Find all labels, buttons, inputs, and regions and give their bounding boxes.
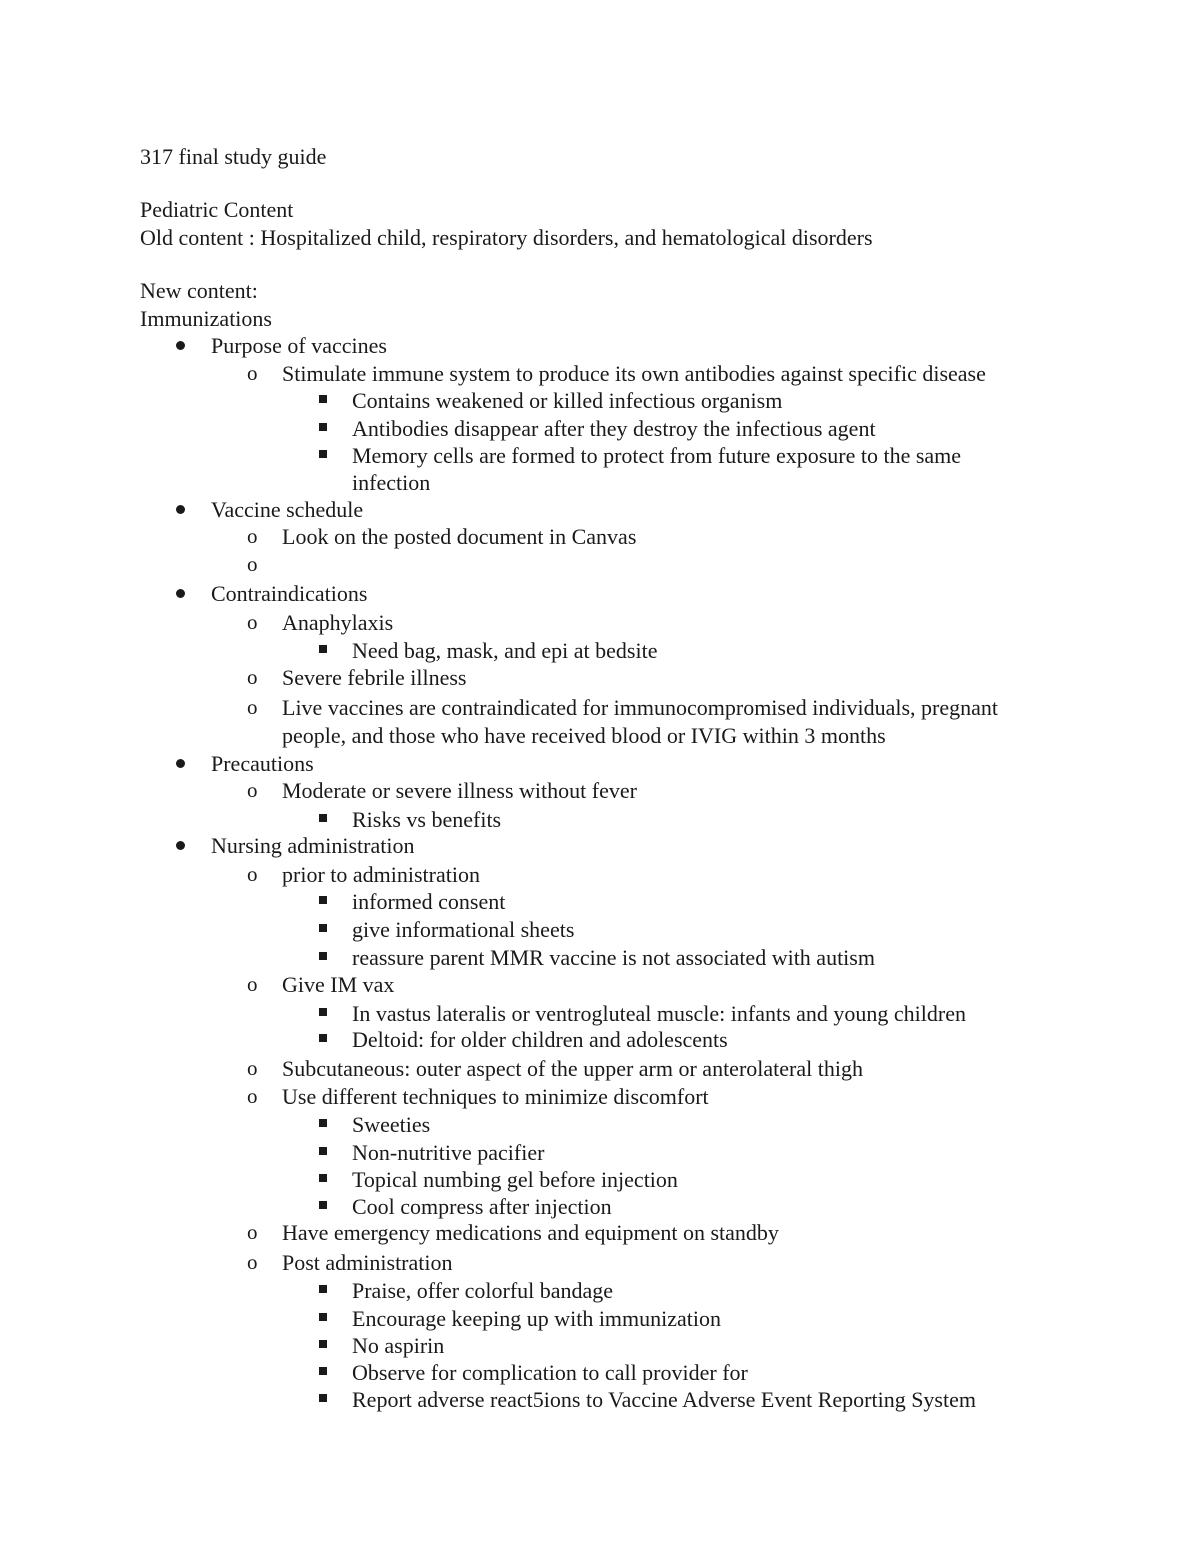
list-item: Need bag, mask, and epi at bedsite <box>352 638 658 663</box>
list-item: In vastus lateralis or ventrogluteal muscle: infants and young children <box>352 1001 967 1026</box>
circle-marker: o <box>247 972 258 996</box>
list-item: Post administration <box>282 1250 453 1275</box>
list-item: Observe for complication to call provider for <box>352 1360 748 1385</box>
square-bullet <box>319 1367 327 1375</box>
old-content-line: Old content : Hospitalized child, respiratory disorders, and hematological disorders <box>140 225 873 250</box>
list-item: Contraindications <box>211 581 368 606</box>
list-item: Non-nutritive pacifier <box>352 1140 545 1165</box>
list-item: Precautions <box>211 751 314 776</box>
square-bullet <box>319 924 327 932</box>
circle-marker: o <box>247 862 258 886</box>
square-bullet <box>319 645 327 653</box>
list-item: Vaccine schedule <box>211 497 364 522</box>
circle-marker: o <box>247 778 258 802</box>
list-item: Risks vs benefits <box>352 807 502 832</box>
list-item: Purpose of vaccines <box>211 333 387 358</box>
list-item: Sweeties <box>352 1112 431 1137</box>
square-bullet <box>319 814 327 822</box>
square-bullet <box>319 1201 327 1209</box>
list-item: Give IM vax <box>282 972 395 997</box>
bullet-dot <box>176 505 185 514</box>
square-bullet <box>319 1034 327 1042</box>
square-bullet <box>319 395 327 403</box>
list-item-continued: infection <box>352 470 431 495</box>
list-item-continued: people, and those who have received blood or IVIG within 3 months <box>282 723 886 748</box>
list-item: Have emergency medications and equipment on standby <box>282 1220 779 1245</box>
bullet-dot <box>176 841 185 850</box>
list-item: Moderate or severe illness without fever <box>282 778 637 803</box>
square-bullet <box>319 1174 327 1182</box>
list-item: Use different techniques to minimize discomfort <box>282 1084 709 1109</box>
list-item: Subcutaneous: outer aspect of the upper arm or anterolateral thigh <box>282 1056 863 1081</box>
square-bullet <box>319 1340 327 1348</box>
list-item: Stimulate immune system to produce its own antibodies against specific disease <box>282 361 986 386</box>
circle-marker: o <box>247 695 258 719</box>
section-heading: Pediatric Content <box>140 197 294 222</box>
list-item: reassure parent MMR vaccine is not associated with autism <box>352 945 875 970</box>
circle-marker: o <box>247 552 258 576</box>
list-item: Encourage keeping up with immunization <box>352 1306 722 1331</box>
list-item: Look on the posted document in Canvas <box>282 524 637 549</box>
bullet-dot <box>176 341 185 350</box>
list-item: Antibodies disappear after they destroy the infectious agent <box>352 416 876 441</box>
list-item: Cool compress after injection <box>352 1194 612 1219</box>
bullet-dot <box>176 759 185 768</box>
topic-heading: Immunizations <box>140 306 272 331</box>
list-item: Anaphylaxis <box>282 610 394 635</box>
list-item: give informational sheets <box>352 917 575 942</box>
square-bullet <box>319 1119 327 1127</box>
square-bullet <box>319 896 327 904</box>
list-item: informed consent <box>352 889 506 914</box>
square-bullet <box>319 1147 327 1155</box>
circle-marker: o <box>247 610 258 634</box>
list-item: Nursing administration <box>211 833 415 858</box>
circle-marker: o <box>247 1056 258 1080</box>
circle-marker: o <box>247 665 258 689</box>
square-bullet <box>319 450 327 458</box>
circle-marker: o <box>247 524 258 548</box>
square-bullet <box>319 1313 327 1321</box>
list-item: Live vaccines are contraindicated for immunocompromised individuals, pregnant <box>282 695 998 720</box>
square-bullet <box>319 423 327 431</box>
circle-marker: o <box>247 1220 258 1244</box>
square-bullet <box>319 1008 327 1016</box>
list-item: Report adverse react5ions to Vaccine Adverse Event Reporting System <box>352 1387 976 1412</box>
list-item: Severe febrile illness <box>282 665 467 690</box>
circle-marker: o <box>247 1250 258 1274</box>
circle-marker: o <box>247 361 258 385</box>
square-bullet <box>319 1285 327 1293</box>
list-item: Contains weakened or killed infectious organism <box>352 388 783 413</box>
document-title: 317 final study guide <box>140 144 327 169</box>
list-item: No aspirin <box>352 1333 445 1358</box>
new-content-label: New content: <box>140 278 258 303</box>
list-item: Deltoid: for older children and adolescents <box>352 1027 728 1052</box>
list-item: Memory cells are formed to protect from future exposure to the same <box>352 443 962 468</box>
list-item: Praise, offer colorful bandage <box>352 1278 614 1303</box>
square-bullet <box>319 952 327 960</box>
circle-marker: o <box>247 1084 258 1108</box>
bullet-dot <box>176 589 185 598</box>
square-bullet <box>319 1394 327 1402</box>
list-item: Topical numbing gel before injection <box>352 1167 678 1192</box>
list-item: prior to administration <box>282 862 480 887</box>
